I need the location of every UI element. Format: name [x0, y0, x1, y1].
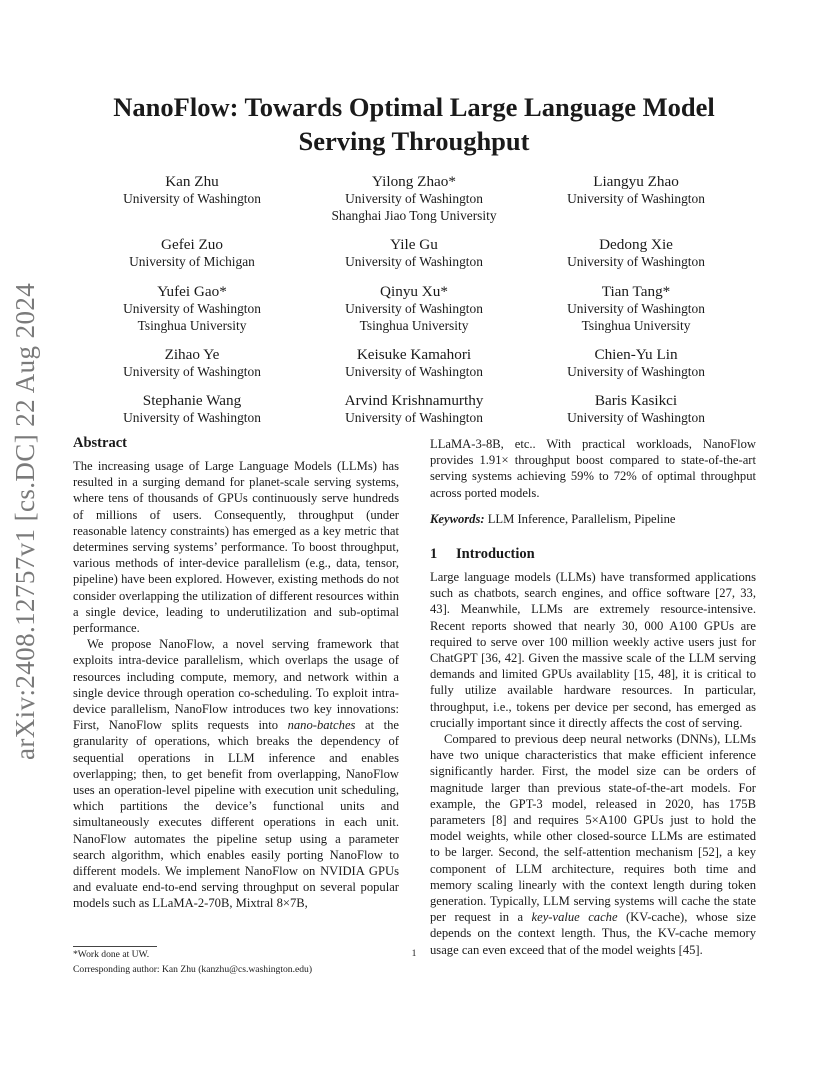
intro-paragraph-2	[430, 731, 756, 958]
author-affiliation: University of Michigan	[129, 254, 255, 269]
author-affiliation: University of Washington	[345, 191, 483, 206]
author-block	[72, 172, 312, 208]
abstract-paragraph-2	[73, 636, 399, 911]
abstract-continuation: LLaMA-3-8B, etc.. With practical workloads, NanoFlow provides 1.91× throughput boost compared to state-of-the-art serving systems achieving 59% to 72% of optimal throughput across ported models.	[430, 437, 756, 500]
abstract-p2-text-a: We propose NanoFlow, a novel serving framework that exploits intra-device parallelism, which overlaps the usage of resources including compute, memory, and network within a single device through operation co-scheduling. To exploit intra-device parallelism, NanoFlow introduces two key innovations: First, NanoFlow splits requests into	[73, 637, 399, 733]
author-block	[72, 391, 312, 427]
author-affiliation: University of Washington	[123, 410, 261, 425]
author-block	[72, 235, 312, 271]
author-name: Yile Gu	[390, 236, 438, 253]
introduction-heading	[430, 545, 756, 563]
author-name: Chien-Yu Lin	[594, 346, 678, 363]
author-name: Kan Zhu	[165, 173, 219, 190]
author-affiliation: University of Washington	[123, 364, 261, 379]
author-name: Yufei Gao*	[157, 283, 227, 300]
abstract-p2-emphasis: nano-batches	[287, 718, 356, 733]
author-block	[516, 391, 756, 427]
author-name: Dedong Xie	[599, 236, 673, 253]
section-number: 1	[430, 546, 438, 563]
footnote-1: *Work done at UW.	[73, 949, 150, 960]
keywords	[430, 511, 756, 527]
author-block	[294, 235, 534, 271]
author-block	[294, 282, 534, 334]
intro-paragraph-1: Large language models (LLMs) have transformed applications such as chatbots, search engines, and office software [27, 33, 43]. Meanwhile, LLMs are extremely resource-intensive. Recent reports showed that nearly 30, 000 A100 GPUs are required to serve over 100 million weekly active users just for ChatGPT [36, 42]. Given the massive scale of the LLM serving demands and limited GPUs availablity [15, 48], it is critical to fully utilize available hardware resources. In particular, throughput, i.e., tokens per device per second, has emerged as crucially important since it directly affects the cost of serving.	[430, 570, 756, 730]
title-line-1: NanoFlow: Towards Optimal Large Language Model	[113, 92, 715, 122]
author-block	[516, 345, 756, 381]
author-name: Arvind Krishnamurthy	[344, 392, 484, 409]
author-affiliation: University of Washington	[567, 410, 705, 425]
author-affiliation: University of Washington	[345, 254, 483, 269]
author-name: Baris Kasikci	[594, 392, 678, 409]
author-block	[72, 345, 312, 381]
author-name: Keisuke Kamahori	[356, 346, 472, 363]
author-affiliation: University of Washington	[567, 364, 705, 379]
author-name: Tian Tang*	[601, 283, 671, 300]
title-line-2: Serving Throughput	[298, 126, 530, 156]
footnote-2: Corresponding author: Kan Zhu (kanzhu@cs.washington.edu)	[73, 963, 313, 975]
author-affiliation: Tsinghua University	[137, 317, 247, 333]
author-name: Liangyu Zhao	[593, 173, 679, 190]
intro-p2-text-b: (KV-cache), whose size depends on the context length. Thus, the KV-cache memory usage can even exceed that of the model weights [45].	[430, 910, 757, 957]
intro-p2-emphasis: key-value cache	[531, 910, 618, 925]
left-column	[73, 434, 399, 912]
author-affiliation: University of Washington	[345, 410, 483, 425]
author-affiliation: University of Washington	[567, 191, 705, 206]
author-affiliation: Tsinghua University	[581, 317, 691, 333]
author-name: Stephanie Wang	[142, 392, 242, 409]
author-affiliation: University of Washington	[123, 301, 261, 316]
author-affiliation: University of Washington	[345, 301, 483, 316]
author-block	[72, 282, 312, 334]
abstract-heading: Abstract	[73, 435, 127, 451]
author-name: Zihao Ye	[164, 346, 220, 363]
author-name: Yilong Zhao*	[372, 173, 456, 190]
author-affiliation: Tsinghua University	[359, 317, 469, 333]
keywords-label: Keywords:	[430, 511, 485, 526]
footnote-rule	[73, 946, 157, 947]
abstract-p2-text-b: at the granularity of operations, which breaks the dependency of sequential operations in LLM inference and enables overlapping; then, to get benefit from overlapping, NanoFlow uses an operation-level pipeline with execution unit scheduling, which partitions the device’s functional units and simultaneously executes different operations in each unit. NanoFlow automates the pipeline setup using a parameter search algorithm, which enables easily porting NanoFlow to different models. We implement NanoFlow on NVIDIA GPUs and evaluate end-to-end serving throughput on several popular models such as LLaMA-2-70B, Mixtral 8×7B,	[73, 718, 399, 911]
author-block	[516, 172, 756, 208]
section-title: Introduction	[456, 546, 535, 563]
author-block	[516, 235, 756, 271]
author-name: Qinyu Xu*	[380, 283, 448, 300]
author-affiliation: University of Washington	[123, 191, 261, 206]
author-affiliation: Shanghai Jiao Tong University	[331, 207, 497, 223]
abstract-paragraph-1: The increasing usage of Large Language Models (LLMs) has resulted in a surging demand for planet-scale serving systems, where tens of thousands of GPUs continuously serve hundreds of millions of users. Consequently, throughput (under reasonable latency constraints) has emerged as a key metric that determines serving systems’ performance. To boost throughput, various methods of inter-device parallelism (e.g., data, tensor, pipeline) have been explored. However, existing methods do not consider overlapping the utilization of different resources within a single device, leading to underutilization and sub-optimal performance.	[73, 459, 399, 636]
intro-p2-text-a: Compared to previous deep neural networks (DNNs), LLMs have two unique characteristics that make efficient inference significantly harder. First, the model size can be orders of magnitude larger than previous state-of-the-art models. For example, the GPT-3 model, released in 2020, has 175B parameters [8] and requires 5×A100 GPUs just to hold the model weights, while other closed-source LLMs are estimated to be larger. Second, the self-attention mechanism [52], a key component of LLM architecture, requires both time and memory scaling linearly with the context length during token generation. Typically, LLM serving systems will cache the state per request in a	[430, 732, 756, 925]
author-name: Gefei Zuo	[161, 236, 223, 253]
author-affiliation: University of Washington	[567, 254, 705, 269]
author-block	[294, 391, 534, 427]
arxiv-stamp: arXiv:2408.12757v1 [cs.DC] 22 Aug 2024	[10, 282, 40, 760]
keywords-text: LLM Inference, Parallelism, Pipeline	[484, 511, 676, 526]
footnotes	[73, 948, 399, 977]
right-column	[430, 436, 756, 958]
author-affiliation: University of Washington	[567, 301, 705, 316]
author-block	[294, 345, 534, 381]
paper-title	[60, 90, 768, 158]
author-block	[294, 172, 534, 224]
author-block	[516, 282, 756, 334]
page-number: 1	[411, 948, 417, 959]
author-affiliation: University of Washington	[345, 364, 483, 379]
